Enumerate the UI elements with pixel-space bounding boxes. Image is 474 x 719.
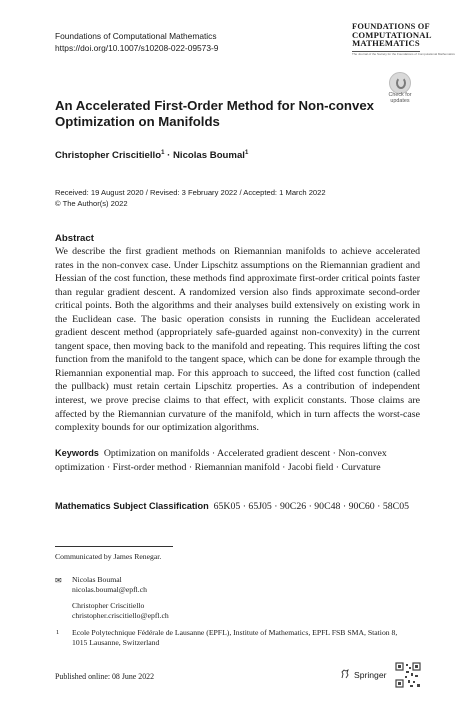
keywords-list: Optimization on manifolds · Accelerated gradient descent · Non-convex optimization · First-order method · Riemannian manifold · Jacobi field · Curvature <box>55 448 387 473</box>
contact-email[interactable]: christopher.criscitiello@epfl.ch <box>72 611 169 621</box>
check-for-updates-badge[interactable] <box>383 72 417 106</box>
subject-classification <box>55 501 435 512</box>
refresh-icon <box>389 72 411 94</box>
communicated-by: Communicated by James Renegar. <box>55 552 162 561</box>
contact-email[interactable]: nicolas.boumal@epfl.ch <box>72 585 147 595</box>
author-name: Nicolas Boumal <box>172 150 245 162</box>
msc-label: Mathematics Subject Classification <box>55 501 209 511</box>
qr-code-icon <box>395 662 421 688</box>
keywords <box>55 447 423 474</box>
contact-name: Nicolas Boumal <box>72 575 122 584</box>
article-history <box>55 188 326 209</box>
keywords-label: Keywords <box>55 448 99 458</box>
check-updates-label <box>383 92 417 104</box>
published-online: Published online: 08 June 2022 <box>55 672 155 681</box>
publisher-name: Springer <box>354 670 387 680</box>
copyright: © The Author(s) 2022 <box>55 198 128 208</box>
logo-line-3: MATHEMATICS <box>352 38 420 49</box>
affiliation-number: 1 <box>56 629 60 636</box>
journal-name: Foundations of Computational Mathematics <box>55 31 217 41</box>
affiliation-text: Ecole Polytechnique Fédérale de Lausanne (EPFL), Institute of Mathematics, EPFL FSB SMA, Station 8, 1015 Lausanne, Switzerland <box>72 628 398 648</box>
received-revised-accepted: Received: 19 August 2020 / Revised: 3 February 2022 / Accepted: 1 March 2022 <box>55 188 326 197</box>
check-updates-line-2: updates <box>390 98 410 104</box>
logo-line-1: FOUNDATIONS OF <box>352 22 430 31</box>
author-list <box>55 150 248 161</box>
paper-title: An Accelerated First-Order Method for Non-convex Optimization on Manifolds <box>55 98 374 129</box>
affiliation-marker: 1 <box>244 150 249 156</box>
affiliation-marker: 1 <box>161 150 165 156</box>
logo-tagline: The Journal of the Society for the Foundations of Computational Mathematics <box>352 51 455 56</box>
springer-logo <box>340 669 386 680</box>
abstract-heading: Abstract <box>55 233 94 244</box>
check-updates-line-1: Check for <box>388 92 412 98</box>
journal-header <box>55 30 218 54</box>
author-separator: · <box>164 150 173 162</box>
springer-horse-icon <box>340 669 350 679</box>
contact-entry <box>72 601 169 622</box>
footnote-divider <box>55 546 173 547</box>
logo-line-2: COMPUTATIONAL <box>352 30 432 41</box>
envelope-icon: ✉ <box>55 576 62 585</box>
msc-codes: 65K05 · 65J05 · 90C26 · 90C48 · 90C60 · 58C05 <box>213 501 409 512</box>
contact-entry <box>72 575 147 596</box>
author-name: Christopher Criscitiello <box>55 150 162 162</box>
abstract-body: We describe the first gradient methods on Riemannian manifolds to achieve accelerated rates in the non-convex case. Under Lipschitz assumptions on the Riemannian gradient and Hessian of the cost function, these methods find approximate first-order critical points faster than regular gradient descent. A randomized version also finds approximate second-order critical points. Both the algorithms and their analyses build extensively on existing work in the Euclidean case. The basic operation consists in running the Euclidean accelerated gradient descent method (appropriately safe-guarded against non-convexity) in the current tangent space, then moving back to the manifold and repeating. This requires lifting the cost function from the manifold to the tangent space, which can be done for example through the Riemannian exponential map. For this approach to succeed, the lifted cost function (called the pullback) must retain certain Lipschitz properties. As a contribution of independent interest, we prove precise claims to that effect, with explicit constants. Those claims are affected by the Riemannian curvature of the manifold, which in turn affects the worst-case complexity bounds for our optimization algorithms. <box>55 246 420 434</box>
doi-link[interactable]: https://doi.org/10.1007/s10208-022-09573-9 <box>55 43 219 53</box>
contact-name: Christopher Criscitiello <box>72 601 145 610</box>
journal-logo <box>352 22 455 56</box>
